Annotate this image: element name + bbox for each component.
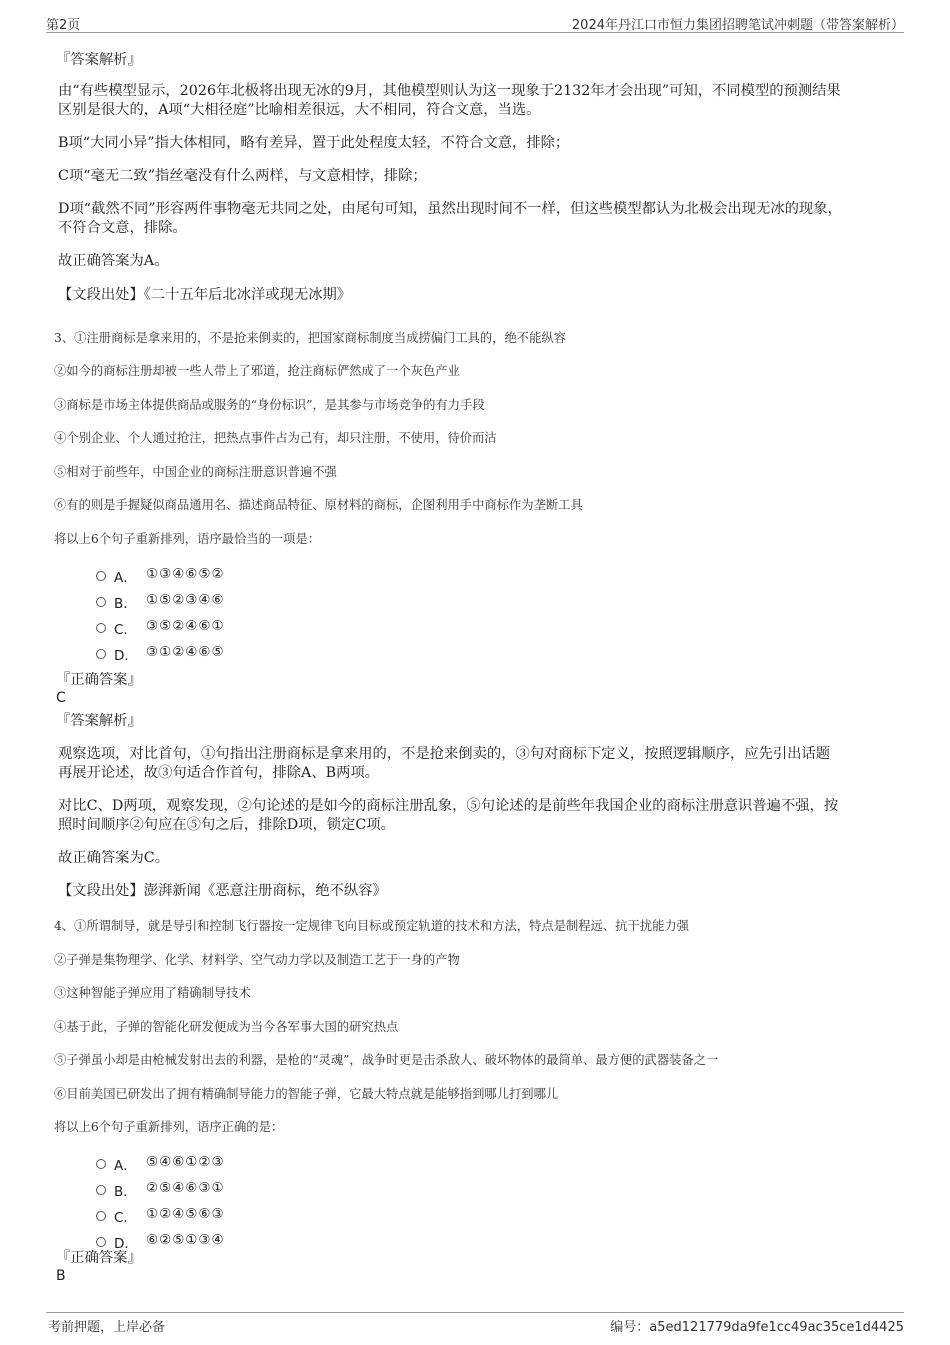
- question-sentence: ⑤相对于前些年，中国企业的商标注册意识普遍不强: [54, 465, 337, 479]
- analysis-conclusion: 故正确答案为A。: [58, 253, 169, 269]
- option-letter: A．: [114, 1158, 137, 1174]
- radio-icon[interactable]: [96, 1211, 106, 1221]
- question-sentence: ⑥目前美国已研发出了拥有精确制导能力的智能子弹，它最大特点就是能够指到哪儿打到哪儿: [54, 1087, 559, 1101]
- code-value: a5ed121779da9fe1cc49ac35ce1d4425: [649, 1320, 904, 1335]
- radio-icon[interactable]: [96, 1237, 106, 1247]
- option-letter: C．: [114, 622, 137, 638]
- page-footer: [46, 1312, 904, 1337]
- question-prompt: 将以上6个句子重新排列，语序正确的是：: [54, 1120, 284, 1134]
- correct-answer-label: 『正确答案』: [56, 1250, 142, 1266]
- radio-icon[interactable]: [96, 571, 106, 581]
- option-value: ③①②④⑥⑤: [146, 644, 225, 660]
- correct-answer: B: [56, 1268, 66, 1284]
- question-sentence: ⑥有的则是手握疑似商品通用名、描述商品特征、原材料的商标，企图利用手中商标作为垄断工具: [54, 498, 583, 512]
- question-sentence: ②子弹是集物理学、化学、材料学、空气动力学以及制造工艺于一身的产物: [54, 953, 460, 967]
- analysis-text: B项“大同小异”指大体相同，略有差异，置于此处程度太轻，不符合文意，排除；: [58, 135, 570, 151]
- correct-answer: C: [56, 690, 66, 706]
- radio-icon[interactable]: [96, 597, 106, 607]
- analysis-text: 由“有些模型显示，2026年北极将出现无冰的9月，其他模型则认为这一现象于2132年才会出现”可知，不同模型的预测结果: [58, 83, 841, 99]
- code-label: 编号：: [610, 1320, 650, 1335]
- option-value: ②⑤④⑥③①: [146, 1180, 225, 1196]
- analysis-text: 观察选项，对比首句，①句指出注册商标是拿来用的，不是抢来倒卖的，③句对商标下定义，按照逻辑顺序，应先引出话题: [58, 746, 831, 762]
- document-code: [610, 1316, 904, 1335]
- option-value: ⑥②⑤①③④: [146, 1232, 225, 1248]
- correct-answer-label: 『正确答案』: [56, 672, 142, 688]
- analysis-text: 区别是很大的，A项“大相径庭”比喻相差很远，大不相同，符合文意，当选。: [58, 102, 541, 118]
- document-title: 2024年丹江口市恒力集团招聘笔试冲刺题（带答案解析）: [571, 18, 904, 33]
- option-value: ①③④⑥⑤②: [146, 566, 225, 582]
- question-sentence: ④基于此，子弹的智能化研发便成为当今各军事大国的研究热点: [54, 1020, 399, 1034]
- option-letter: B．: [114, 596, 137, 612]
- option-letter: A．: [114, 570, 137, 586]
- question-sentence: ②如今的商标注册却被一些人带上了邪道，抢注商标俨然成了一个灰色产业: [54, 364, 460, 378]
- question-sentence: ③商标是市场主体提供商品或服务的“身份标识”，是其参与市场竞争的有力手段: [54, 398, 485, 412]
- question-sentence: ③这种智能子弹应用了精确制导技术: [54, 986, 251, 1000]
- analysis-text: 不符合文意，排除。: [58, 220, 187, 236]
- radio-icon[interactable]: [96, 623, 106, 633]
- analysis-label: 『答案解析』: [56, 52, 142, 68]
- option-value: ①⑤②③④⑥: [146, 592, 225, 608]
- option-letter: C．: [114, 1210, 137, 1226]
- option-value: ③⑤②④⑥①: [146, 618, 225, 634]
- question-sentence: 3、①注册商标是拿来用的，不是抢来倒卖的，把国家商标制度当成捞偏门工具的，绝不能纵容: [54, 331, 566, 345]
- analysis-label: 『答案解析』: [56, 713, 142, 729]
- option-value: ⑤④⑥①②③: [146, 1154, 225, 1170]
- option-letter: D．: [114, 648, 138, 664]
- question-prompt: 将以上6个句子重新排列，语序最恰当的一项是：: [54, 532, 321, 546]
- option-value: ①②④⑤⑥③: [146, 1206, 225, 1222]
- footer-slogan: 考前押题，上岸必备: [48, 1320, 166, 1335]
- radio-icon[interactable]: [96, 649, 106, 659]
- question-sentence: ⑤子弹虽小却是由枪械发射出去的利器，是枪的“灵魂”，战争时更是击杀敌人、破坏物体的最简单、最方便的武器装备之一: [54, 1053, 719, 1067]
- option-letter: D．: [114, 1236, 138, 1252]
- radio-icon[interactable]: [96, 1159, 106, 1169]
- analysis-text: 再展开论述，故③句适合作首句，排除A、B两项。: [58, 765, 380, 781]
- analysis-text: C项“毫无二致”指丝毫没有什么两样，与文意相悖，排除；: [58, 168, 427, 184]
- analysis-text: 照时间顺序②句应在⑤句之后，排除D项，锁定C项。: [58, 817, 395, 833]
- source-citation: 【文段出处】《二十五年后北冰洋或现无冰期》: [58, 287, 352, 303]
- question-sentence: ④个别企业、个人通过抢注，把热点事件占为己有，却只注册，不使用，待价而沽: [54, 431, 497, 445]
- analysis-conclusion: 故正确答案为C。: [58, 850, 170, 866]
- option-letter: B．: [114, 1184, 137, 1200]
- analysis-text: D项“截然不同”形容两件事物毫无共同之处，由尾句可知，虽然出现时间不一样，但这些模型都认为北极会出现无冰的现象，: [58, 201, 842, 217]
- page-number: 第2页: [46, 18, 81, 33]
- analysis-text: 对比C、D两项，观察发现，②句论述的是如今的商标注册乱象，⑤句论述的是前些年我国企业的商标注册意识普遍不强，按: [58, 798, 839, 814]
- page-header: [46, 12, 904, 33]
- source-citation: 【文段出处】澎湃新闻《恶意注册商标，绝不纵容》: [58, 883, 387, 899]
- question-sentence: 4、①所谓制导，就是导引和控制飞行器按一定规律飞向目标或预定轨道的技术和方法，特点是制程远、抗干扰能力强: [54, 919, 689, 933]
- radio-icon[interactable]: [96, 1185, 106, 1195]
